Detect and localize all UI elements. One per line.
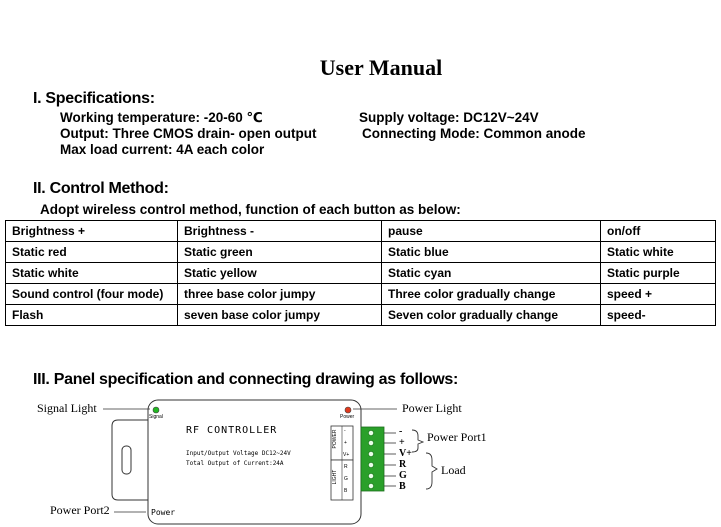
table-cell: Sound control (four mode) [6, 284, 178, 305]
terminal-label: G [399, 470, 407, 481]
control-intro: Adopt wireless control method, function of each button as below: [40, 202, 461, 217]
power-light-label: Power Light [402, 401, 462, 415]
table-row [6, 284, 716, 305]
mounting-slot [122, 446, 131, 474]
power-port2-label: Power Port2 [50, 503, 110, 517]
table-cell: speed- [601, 305, 716, 326]
panel-heading: III. Panel specification and connecting drawing as follows: [33, 371, 459, 388]
table-cell: Static red [6, 242, 178, 263]
table-cell: Brightness - [178, 221, 382, 242]
power-block-label: POWER [332, 429, 338, 449]
terminal-label: B [399, 481, 406, 492]
table-cell: Static purple [601, 263, 716, 284]
output-spec: Output: Three CMOS drain- open output [60, 126, 317, 141]
table-cell: pause [382, 221, 601, 242]
table-cell: Static white [601, 242, 716, 263]
table-cell: speed + [601, 284, 716, 305]
table-cell: three base color jumpy [178, 284, 382, 305]
block-pin: - [344, 428, 346, 434]
table-cell: Static yellow [178, 263, 382, 284]
control-method-heading: II. Control Method: [33, 180, 169, 197]
button-function-table [5, 220, 716, 326]
table-row [6, 242, 716, 263]
device-name: RF CONTROLLER [186, 425, 278, 436]
table-cell: Seven color gradually change [382, 305, 601, 326]
signal-light-label: Signal Light [37, 401, 97, 415]
terminal-label: - [399, 426, 403, 437]
power-bottom-label: Power [151, 508, 176, 517]
terminal-wires [384, 433, 396, 486]
power-led [345, 407, 351, 413]
load-label: Load [441, 463, 466, 477]
max-load-current: Max load current: 4A each color [60, 142, 265, 157]
block-pin: B [344, 488, 348, 494]
power-tiny-label: Power [340, 414, 355, 420]
table-row [6, 263, 716, 284]
table-cell: Three color gradually change [382, 284, 601, 305]
block-pin: V+ [343, 452, 350, 458]
terminal-label: + [399, 437, 405, 448]
terminal-label: V+ [399, 448, 412, 459]
signal-tiny-label: Signal [149, 414, 163, 420]
table-cell: Static cyan [382, 263, 601, 284]
table-cell: seven base color jumpy [178, 305, 382, 326]
table-row [6, 221, 716, 242]
block-pin: G [344, 476, 348, 482]
signal-led [153, 407, 159, 413]
green-connector [361, 427, 384, 491]
table-cell: Flash [6, 305, 178, 326]
table-cell: Static white [6, 263, 178, 284]
table-cell: Static blue [382, 242, 601, 263]
light-block-label: LIGHT [332, 469, 338, 485]
total-current-text: Total Output of Current:24A [186, 460, 284, 467]
left-mounting-tab [112, 420, 148, 500]
table-cell: Static green [178, 242, 382, 263]
power-port1-brace [412, 430, 423, 452]
block-pin: R [344, 464, 348, 470]
specifications-heading: I. Specifications: [33, 90, 155, 107]
power-port1-label: Power Port1 [427, 430, 487, 444]
table-cell: on/off [601, 221, 716, 242]
supply-voltage: Supply voltage: DC12V~24V [359, 110, 539, 125]
io-voltage-text: Input/Output Voltage DC12~24V [186, 450, 291, 457]
connecting-mode: Connecting Mode: Common anode [362, 126, 586, 141]
page-title: User Manual [319, 55, 443, 80]
load-brace [426, 453, 437, 489]
table-cell: Brightness + [6, 221, 178, 242]
terminal-label: R [399, 459, 407, 470]
table-row [6, 305, 716, 326]
block-pin: + [344, 440, 347, 446]
working-temperature: Working temperature: -20-60 ℃ [60, 110, 263, 125]
